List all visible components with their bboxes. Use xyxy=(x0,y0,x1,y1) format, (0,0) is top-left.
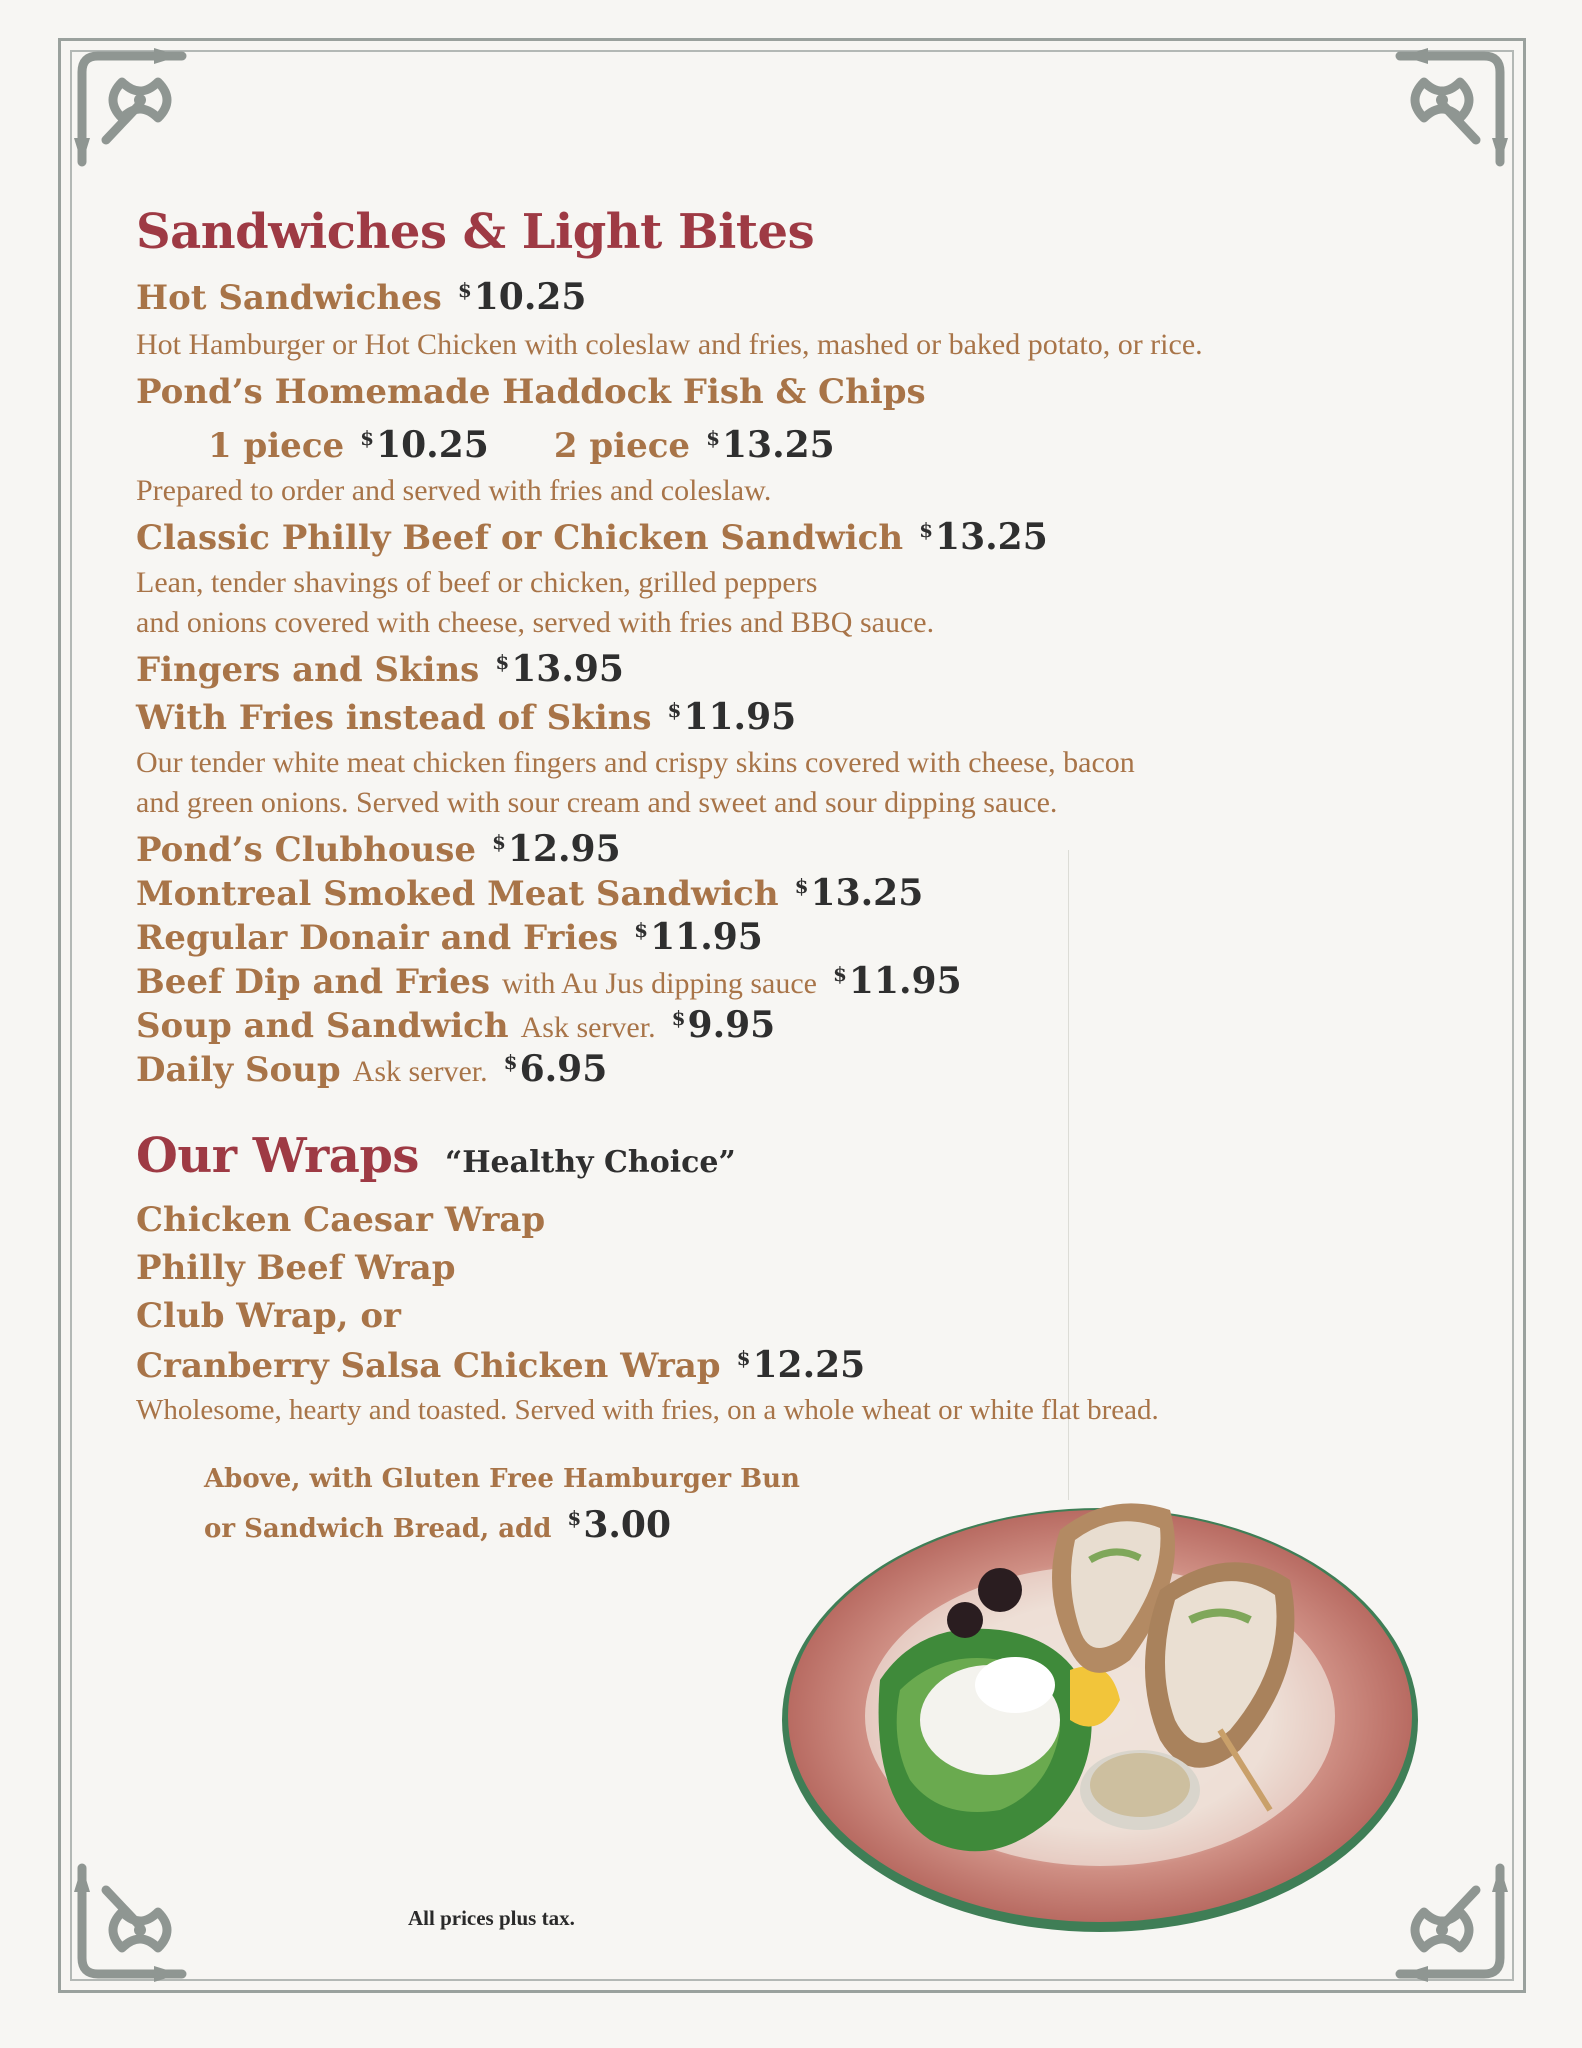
item-description: Prepared to order and served with fries and coleslaw. xyxy=(136,474,772,507)
item-name: Montreal Smoked Meat Sandwich xyxy=(136,874,779,914)
item-price: $3.00 xyxy=(567,1504,672,1546)
item-price: $11.95 xyxy=(634,916,763,958)
item-price: $6.95 xyxy=(503,1048,608,1090)
item-description: and green onions. Served with sour cream and sweet and sour dipping sauce. xyxy=(136,786,1058,819)
menu-item-daily-soup xyxy=(136,1048,607,1090)
item-price: $11.95 xyxy=(667,696,797,738)
menu-item-donair xyxy=(136,916,763,958)
wrap-plate-photo xyxy=(770,1470,1420,1940)
section-title-sandwiches: Sandwiches & Light Bites xyxy=(136,204,815,260)
menu-item-philly xyxy=(136,516,1048,558)
item-name: Hot Sandwiches xyxy=(136,278,442,318)
item-price: $10.25 xyxy=(457,276,587,318)
note-text: or Sandwich Bread, add xyxy=(204,1514,552,1544)
item-description: and onions covered with cheese, served with fries and BBQ sauce. xyxy=(136,606,935,639)
item-note: with Au Jus dipping sauce xyxy=(501,967,817,1000)
corner-ornament-icon xyxy=(1380,42,1520,182)
menu-item-clubhouse xyxy=(136,828,621,870)
menu-item-beef-dip xyxy=(136,960,962,1002)
item-price: $12.25 xyxy=(736,1344,866,1386)
item-name: Regular Donair and Fries xyxy=(136,918,619,958)
item-price: $13.25 xyxy=(919,516,1048,558)
item-name: Daily Soup xyxy=(136,1050,341,1090)
item-description: Lean, tender shavings of beef or chicken, grilled peppers xyxy=(136,566,818,599)
item-description: Wholesome, hearty and toasted. Served with fries, on a whole wheat or white flat bread. xyxy=(136,1394,1159,1426)
item-price: $12.95 xyxy=(492,828,621,870)
wrap-item: Club Wrap, or xyxy=(136,1296,401,1336)
item-name: Cranberry Salsa Chicken Wrap xyxy=(136,1346,721,1386)
item-note: Ask server. xyxy=(520,1011,656,1044)
wrap-item: Chicken Caesar Wrap xyxy=(136,1200,546,1240)
wrap-item-with-price xyxy=(136,1344,865,1386)
option-label: 2 piece xyxy=(553,426,691,466)
option-label: 1 piece xyxy=(208,426,345,466)
item-price: $13.25 xyxy=(794,872,924,914)
item-name: Soup and Sandwich xyxy=(136,1006,509,1046)
item-price: $11.95 xyxy=(832,960,962,1002)
option-price: $13.25 xyxy=(706,424,835,466)
section-subtitle: “Healthy Choice” xyxy=(444,1145,736,1180)
menu-item-fingers-fries xyxy=(136,696,796,738)
corner-ornament-icon xyxy=(62,1848,202,1988)
item-price: $13.95 xyxy=(495,648,624,690)
menu-item-fish-chips: Pond’s Homemade Haddock Fish & Chips xyxy=(136,372,926,412)
footer-note: All prices plus tax. xyxy=(408,1906,575,1930)
coleslaw-cup xyxy=(1080,1750,1200,1830)
section-header-wraps xyxy=(136,1128,736,1184)
item-description: Our tender white meat chicken fingers and crispy skins covered with cheese, bacon xyxy=(136,746,1135,779)
item-price: $9.95 xyxy=(671,1004,776,1046)
item-name: Beef Dip and Fries xyxy=(136,962,490,1002)
corner-ornament-icon xyxy=(62,42,202,182)
menu-item-fingers xyxy=(136,648,624,690)
item-name: With Fries instead of Skins xyxy=(136,698,652,738)
menu-item-soup-sandwich xyxy=(136,1004,775,1046)
wrap-item: Philly Beef Wrap xyxy=(136,1248,456,1288)
fish-chips-options xyxy=(208,424,835,466)
option-price: $10.25 xyxy=(360,424,489,466)
item-description: Hot Hamburger or Hot Chicken with coleslaw and fries, mashed or baked potato, or rice. xyxy=(136,328,1203,361)
menu-item-montreal xyxy=(136,872,923,914)
item-name: Fingers and Skins xyxy=(136,650,480,690)
item-name: Classic Philly Beef or Chicken Sandwich xyxy=(136,518,904,558)
menu-item-hot-sandwiches xyxy=(136,276,586,318)
section-title-wraps: Our Wraps xyxy=(136,1128,419,1184)
item-note: Ask server. xyxy=(352,1055,488,1088)
item-name: Pond’s Clubhouse xyxy=(136,830,476,870)
gluten-free-note: Above, with Gluten Free Hamburger Bun xyxy=(204,1464,800,1494)
gluten-free-note-price xyxy=(204,1504,671,1546)
